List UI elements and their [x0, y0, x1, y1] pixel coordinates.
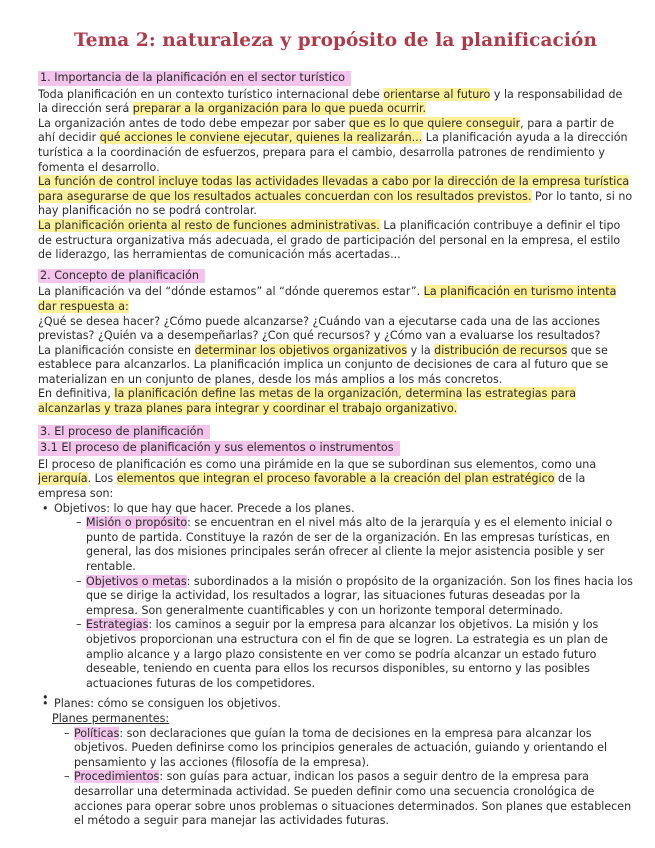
- subsection-heading: 3.1 El proceso de planificación y sus elementos o instrumentos: [38, 441, 400, 456]
- section-importancia: [38, 71, 633, 263]
- paragraph: En definitiva, la planificación define las metas de la organización, determina las estrategias para alcanzarlas y traza planes para integrar y coordinar el trabajo organizativo.: [38, 387, 577, 416]
- section-heading: 2. Concepto de planificación: [38, 269, 205, 284]
- list-item-planes: • Planes: cómo se consiguen los objetivos.: [42, 697, 633, 712]
- list-item: – Estrategias: los caminos a seguir por la empresa para alcanzar los objetivos. La misión y los objetivos proporcionan una estructura con el fin de que se logren. La estrategia es un plan de amplio alcance y a largo plazo consistente en ver como se podría alcanzar un estado futuro deseable, teniendo en cuenta para ellos los recursos disponibles, su entorno y las posibles actuaciones futuras de los competidores.: [76, 618, 633, 691]
- paragraph: La organización antes de todo debe empezar por saber que es lo que quiere conseguir, para a partir de ahí decidir qué acciones le conviene ejecutar, quienes la realizarán... La planificación ayuda a la dirección turística a la coordinación de esfuerzos, prepara para el cambio, desarrolla patrones de rendimiento y fomenta el desarrollo.: [38, 116, 628, 174]
- paragraph: La función de control incluye todas las actividades llevadas a cabo por la dirección de la empresa turística para asegurarse de que los resultados actuales concuerdan con los resultados previstos. Por lo tanto, si no hay planificación no se podrá controlar.: [38, 175, 633, 218]
- paragraph: La planificación consiste en determinar los objetivos organizativos y la distribución de recursos que se establece para alcanzarlos. La planificación implica un conjunto de decisiones de cara al futuro que se materializan en un conjunto de planes, desde los más amplios a los más concretos.: [38, 343, 609, 386]
- list-item: – Objetivos o metas: subordinados a la misión o propósito de la organización. Son los fines hacia los que se dirige la actividad, los resultados a lograr, las situaciones futuras deseadas por la empresa. Son generalmente cuantificables y con un horizonte temporal determinado.: [76, 575, 633, 619]
- paragraph: La planificación orienta al resto de funciones administrativas. La planificación contribuye a definir el tipo de estructura organizativa más adecuada, el grado de participación del personal en la empresa, el estilo de liderazgo, las herramientas de comunicación más acertadas...: [38, 218, 621, 262]
- page-title: Tema 2: naturaleza y propósito de la planificación: [73, 30, 598, 51]
- elements-list: [38, 502, 633, 712]
- section-proceso: [38, 425, 633, 829]
- paragraph: Toda planificación en un contexto turístico internacional debe orientarse al futuro y la responsabilidad de la dirección será preparar a la organización para lo que pueda ocurrir.: [38, 87, 623, 116]
- paragraph: El proceso de planificación es como una pirámide en la que se subordinan sus elementos, como una jerarquía. Los elementos que integran el proceso favorable a la creación del plan estratégico de la empresa son:: [38, 457, 597, 501]
- section-concepto: [38, 269, 633, 417]
- planes-permanentes-label: Planes permanentes:: [52, 711, 170, 725]
- list-item: – Misión o propósito: se encuentran en el nivel más alto de la jerarquía y es el elemento inicial o punto de partida. Constituye la razón de ser de la organización. En las empresas turísticas, en general, las dos misiones principales serán ofrecer al cliente la mejor asistencia posible y ser rentable.: [76, 516, 633, 574]
- section-heading: 1. Importancia de la planificación en el sector turístico: [38, 71, 351, 86]
- paragraph: La planificación va del “dónde estamos” al “dónde queremos estar”. La planificación en turismo intenta dar respuesta a:: [38, 285, 617, 313]
- section-heading: 3. El proceso de planificación: [38, 425, 210, 440]
- list-item: – Políticas: son declaraciones que guían la toma de decisiones en la empresa para alcanzar los objetivos. Pueden definirse como los principios generales de actuación, guiando y orientando el pensamiento y las acciones (filosofía de la empresa).: [64, 727, 633, 771]
- paragraph: ¿Qué se desea hacer? ¿Cómo puede alcanzarse? ¿Cuándo van a ejecutarse cada una de las acciones previstas? ¿Quién va a desempeñarlas? ¿Con qué recursos? y ¿Cómo van a evaluarse los resultados?: [38, 314, 601, 343]
- list-item: – Procedimientos: son guías para actuar, indican los pasos a seguir dentro de la empresa para desarrollar una determinada actividad. Se pueden definir como una secuencia cronológica de acciones para operar sobre unos problemas o situaciones determinados. Son planes que establecen el método a seguir para manejar las actividades futuras.: [64, 770, 633, 828]
- list-item-objetivos: • Objetivos: lo que hay que hacer. Precede a los planes. – Misión o propósito: se encuentran en el nivel más alto de la jerarquía y es el elemento inicial o punto de partida. Constituye la razón de ser de la organización. En las empresas turísticas, en general, las dos misiones principales serán ofrecer al cliente la mejor asistencia posible y ser rentable. – Objetivos o metas: subordinados a la misión o propósito de la organización. Son los fines hacia los que se dirige la actividad, los resultados a lograr, las situaciones futuras deseadas por la empresa. Son generalmente cuantificables y con un horizonte temporal determinado. – Estrategias: los caminos a seguir por la empresa para alcanzar los objetivos. La misión y los objetivos proporcionan una estructura con el fin de que se logren. La estrategia es un plan de amplio alcance y a largo plazo consistente en ver como se podría alcanzar un estado futuro deseable, teniendo en cuenta para ellos los recursos disponibles, su entorno y las posibles actuaciones futuras de los competidores.: [42, 502, 633, 692]
